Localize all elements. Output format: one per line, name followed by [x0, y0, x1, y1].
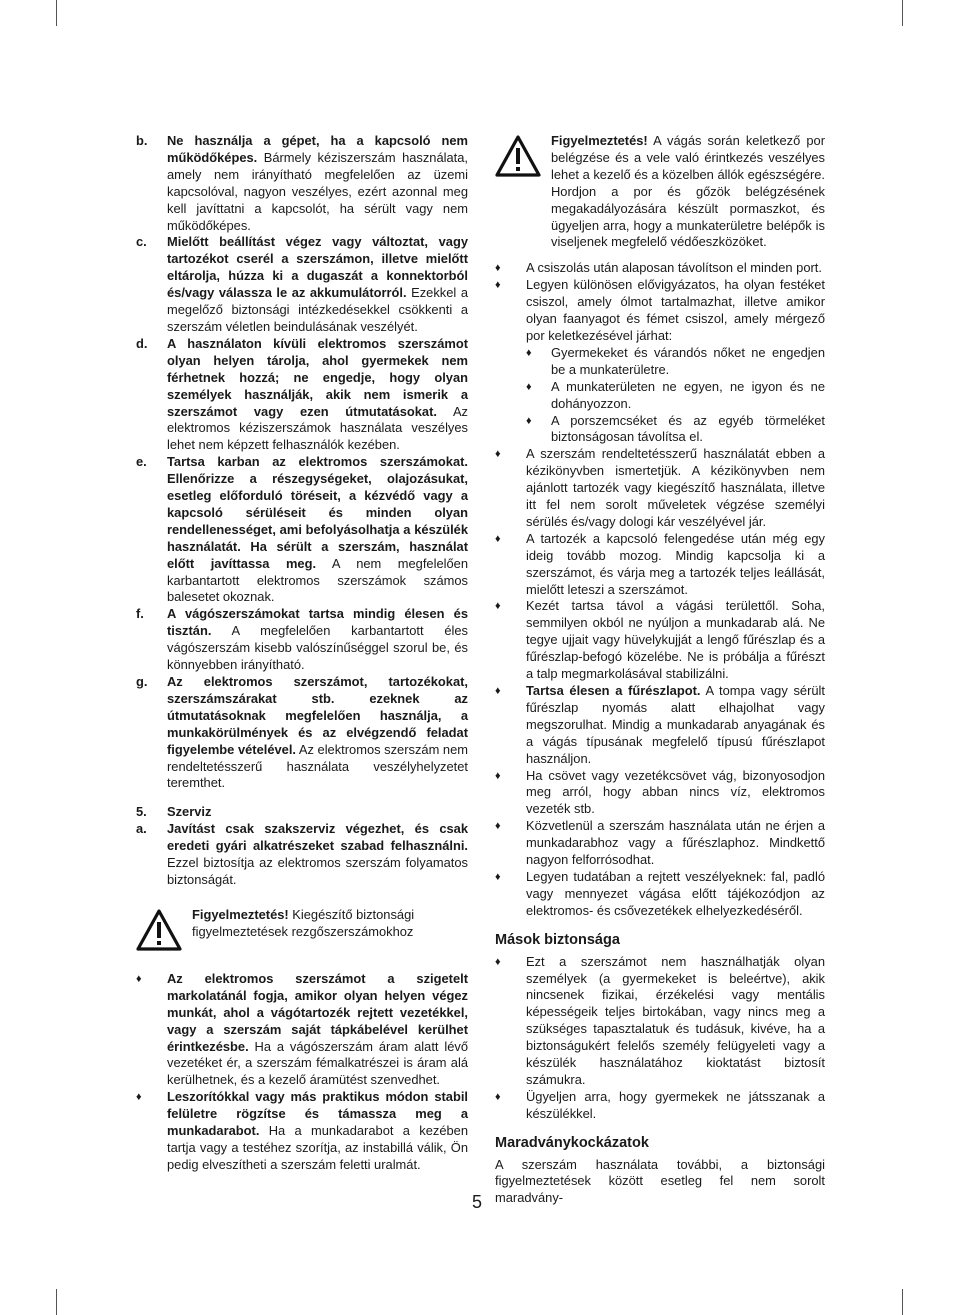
- list-item: ♦ A tartozék a kapcsoló felengedése után még egy ideig tovább mozog. Mindig kapcsolja ki a szerszámot, és várja meg a tartozék teljes leállását, mielőtt leteszi a szerszámot.: [495, 530, 825, 597]
- list-item: ♦ A csiszolás után alaposan távolítson el minden port.: [495, 260, 822, 276]
- right-column: [495, 133, 825, 1207]
- diamond-bullet-icon: ♦: [495, 955, 501, 968]
- warning-triangle-icon: [495, 135, 541, 177]
- sub-list-item: ♦ A munkaterületen ne egyen, ne igyon és ne dohányozzon.: [526, 378, 825, 411]
- diamond-bullet-icon: ♦: [526, 346, 532, 359]
- list-item: f. A vágószerszámokat tartsa mindig élesen és tisztán. A megfelelően karbantartott éles vágószerszám kisebb valószínűséggel szorul be, és könnyebben irányítható.: [136, 606, 468, 673]
- list-item: ♦ Ügyeljen arra, hogy gyermekek ne játsszanak a készülékkel.: [495, 1088, 825, 1121]
- sub-list-item: ♦ A porszemcséket és az egyéb törmeléket biztonságosan távolítsa el.: [526, 412, 825, 445]
- list-item: e. Tartsa karban az elektromos szerszámokat. Ellenőrizze a részegységeket, olajozásukat, esetleg előforduló töréseit, a kézvédő vagy a kapcsoló sérüléseit és minden olyan rendellenességet, ami befolyásolhatja a készülék használatát. Ha sérült a szerszám, használat előtt javíttassa meg. A nem megfelelően karbantartott elektromos szerszámok számos balesetet okoznak.: [136, 454, 468, 605]
- list-item: ♦ Legyen különösen elővigyázatos, ha olyan festéket csiszol, amely ólmot tartalmazhat, illetve amikor olyan faanyagot és fémet csiszol, amely mérgező por keletkezésével járhat:: [495, 277, 825, 343]
- page-number: 5: [472, 1192, 483, 1212]
- crop-mark: [56, 0, 57, 26]
- diamond-bullet-icon: ♦: [136, 1091, 142, 1104]
- diamond-bullet-icon: ♦: [495, 769, 501, 782]
- dust-warning: Figyelmeztetés! A vágás során keletkező por belégzése és a vele való érintkezés veszélyes lehet a kezelő és a közelben állók egészségére. Hordjon a por és gőzök belégzésének megakadályozására készült pormaszkot, és ügyeljen arra, hogy a munkaterületre belépők is viseljenek megfelelő védőeszközöket.: [495, 133, 825, 251]
- list-item: ♦ Legyen tudatában a rejtett veszélyeknek: fal, padló vagy mennyezet vágása előtt tájékozódjon az elektromos- és csővezetékek elhelyezkedéséről.: [495, 868, 825, 918]
- diamond-bullet-icon: ♦: [495, 820, 501, 833]
- crop-mark: [56, 1289, 57, 1315]
- list-item: ♦ Az elektromos szerszámot a szigetelt markolatánál fogja, amikor olyan helyen végez munkát, ahol a vágótartozék rejtett vezetékkel, vagy a szerszám saját tápkábelével kerülhet érintkezésbe. Ha a vágószerszám áram alatt lévő vezetéket ér, a szerszám fémalkatrészei is áram alá kerülhetnek, és a kezelő áramütést szenvedhet.: [136, 970, 468, 1088]
- diamond-bullet-icon: ♦: [495, 1090, 501, 1103]
- diamond-bullet-icon: ♦: [495, 685, 501, 697]
- vibration-warning: Figyelmeztetés! Kiegészítő biztonsági figyelmeztetések rezgőszerszámokhoz: [136, 907, 468, 963]
- diamond-bullet-icon: ♦: [495, 532, 501, 545]
- list-item: ♦ Kezét tartsa távol a vágási területtől. Soha, semmilyen okból ne nyúljon a munkadarab alá. Ne tegye ujjait vagy hüvelykujját a lengő fűrészlap és a fűrészlap-befogó közelébe. Ne is próbálja a fűrészt a talp megmarkolásával stabilizálni.: [495, 598, 825, 682]
- diamond-bullet-icon: ♦: [495, 262, 501, 275]
- warning-triangle-icon: [136, 909, 182, 951]
- diamond-bullet-icon: ♦: [495, 870, 501, 883]
- list-item: ♦ Közvetlenül a szerszám használata után ne érjen a munkadarabhoz vagy a fűrészlaphoz. Mindkettő nagyon felforrósodhat.: [495, 818, 825, 868]
- section-heading: 5. Szerviz: [136, 804, 212, 820]
- diamond-bullet-icon: ♦: [136, 972, 142, 985]
- sub-list-item: ♦ Gyermekeket és várandós nőket ne engedjen be a munkaterületre.: [526, 344, 825, 377]
- others-safety-heading: Mások biztonsága: [495, 931, 620, 948]
- list-item: b. Ne használja a gépet, ha a kapcsoló nem működőképes. Bármely kéziszerszám használata, amely nem irányítható megfelelően az üzemi kapcsolóval, nagyon veszélyes, ezért azonnal meg kell javíttatni a kapcsolót, ha sérült vagy nem működőképes.: [136, 133, 468, 233]
- diamond-bullet-icon: ♦: [495, 279, 501, 292]
- list-item: ♦ Ezt a szerszámot nem használhatják olyan személyek (a gyermekeket is beleértve), akik nincsenek fizikai, érzékelési vagy mentális képességeik teljes birtokában, vagy nincs meg a szükséges tapasztalatuk és tudásuk, kivéve, ha a biztonságukért felelős személy felügyeleti vagy a készülék használatához kioktatást biztosít számukra.: [495, 953, 825, 1087]
- list-item: g. Az elektromos szerszámot, tartozékokat, szerszámszárakat stb. ezeknek az útmutatásoknak megfelelően használja, a munkakörülmények és az elvégzendő feladat figyelembe vételével. Az elektromos szerszám nem rendeltetésszerű használata veszélyhelyzetet teremthet.: [136, 674, 468, 791]
- crop-mark: [902, 1289, 903, 1315]
- left-column: [136, 133, 468, 1174]
- safety-items: [136, 133, 468, 792]
- diamond-bullet-icon: ♦: [495, 600, 501, 613]
- list-item: ♦ Leszorítókkal vagy más praktikus módon stabil felületre rögzítse és támassza meg a munkadarabot. Ha a munkadarabot a kezében tartja vagy a testéhez szorítja, az instabillá válik, Ön pedig elveszítheti a szerszám feletti uralmát.: [136, 1089, 468, 1172]
- list-item: c. Mielőtt beállítást végez vagy változtat, vagy tartozékot cserél a szerszámon, illetve mielőtt eltárolja, húzza ki a dugaszát a konnektorból és/vagy válassza le az akkumulátorról. Ezekkel a megelőző biztonsági intézkedésekkel csökkenti a szerszám véletlen beindulásának veszélyét.: [136, 234, 468, 334]
- diamond-bullet-icon: ♦: [495, 448, 501, 461]
- list-item: d. A használaton kívüli elektromos szerszámot olyan helyen tárolja, ahol gyermekek nem férhetnek hozzá; ne engedje, hogy olyan személyek használják, akik nem ismerik a szerszámot vagy ezen útmutatásokat. Az elektromos kéziszerszámok használata veszélyes lehet nem képzett felhasználók kezében.: [136, 335, 468, 453]
- service-section: [136, 804, 468, 889]
- diamond-bullet-icon: ♦: [526, 380, 532, 393]
- sub-list: [495, 345, 825, 446]
- list-item: ♦ Tartsa élesen a fűrészlapot. A tompa vagy sérült fűrészlap nyomás alatt elhajolhat vagy megszorulhat. Mindig a munkadarab anyagának és a vágás típusának megfelelő típusú fűrészlapot használjon.: [495, 683, 826, 766]
- diamond-bullet-icon: ♦: [526, 414, 532, 427]
- residual-risks-heading: Maradványkockázatok: [495, 1134, 649, 1151]
- residual-risks-text: A szerszám használata további, a biztonsági figyelmeztetések között esetleg fel nem sorolt maradvány-: [495, 1156, 825, 1206]
- crop-mark: [902, 0, 903, 26]
- list-item: a. Javítást csak szakszerviz végezhet, és csak eredeti gyári alkatrészeket szabad felhasználni. Ezzel biztosítja az elektromos szerszám folyamatos biztonságát.: [136, 821, 468, 887]
- list-item: ♦ A szerszám rendeltetésszerű használatát ebben a kézikönyvben ismertetjük. A kézikönyvben nem ajánlott tartozék vagy kiegészítő használata, illetve itt fel nem sorolt műveletek végzése személyi sérülés és/vagy dologi kár veszélyével jár.: [495, 446, 825, 529]
- list-item: ♦ Ha csövet vagy vezetékcsövet vág, bizonyosodjon meg arról, hogy abban nincs víz, elektromos vezeték stb.: [495, 767, 825, 817]
